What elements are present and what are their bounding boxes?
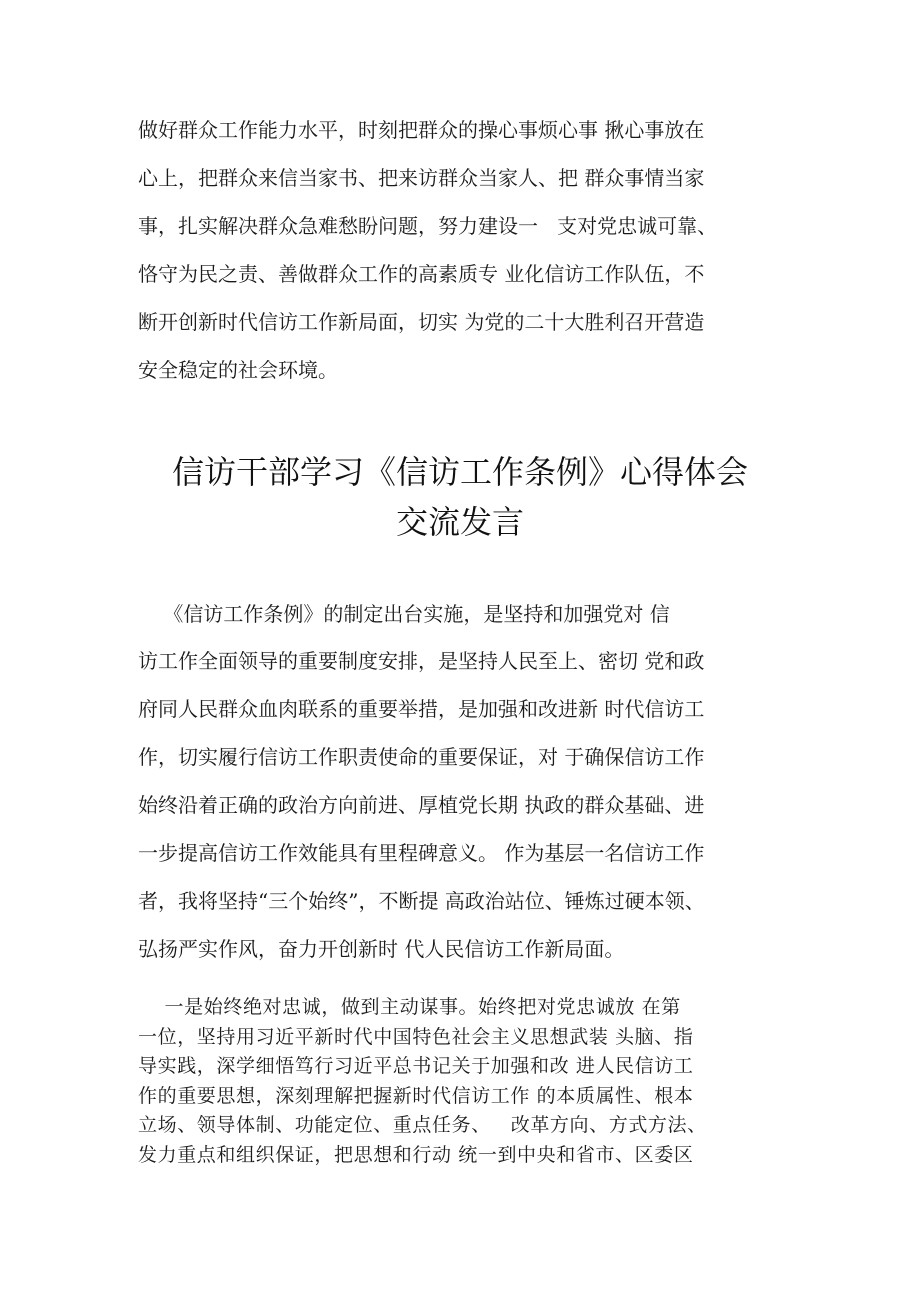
body-line: 作，切实履行信访工作职责使命的重要保证，对 于确保信访工作 [138,745,705,769]
intro-line: 做好群众工作能力水平，时刻把群众的操心事烦心事 揪心事放在 [138,118,705,142]
body-line: 一步提高信访工作效能具有里程碑意义。 作为基层一名信访工作 [138,841,705,865]
title-line: 交流发言 [395,503,524,541]
point-line: 作的重要思想，深刻理解把握新时代信访工作 的本质属性、根本 [138,1085,694,1107]
intro-line: 断开创新时代信访工作新局面，切实 为党的二十大胜利召开营造 [138,310,705,334]
intro-line: 恪守为民之责、善做群众工作的高素质专 业化信访工作队伍，不 [138,262,705,286]
body-line: 访工作全面领导的重要制度安排，是坚持人民至上、密切 党和政 [138,649,705,673]
body-line: 弘扬严实作风，奋力开创新时 代人民信访工作新局面。 [138,937,625,961]
point-line: 一是始终绝对忠诚，做到主动谋事。始终把对党忠诚放 在第 [138,996,681,1018]
point-line: 导实践，深学细悟笃行习近平总书记关于加强和改 进人民信访工 [138,1055,694,1077]
body-line: 《信访工作条例》的制定出台实施，是坚持和加强党对 信 [138,602,670,626]
point-line: 一位，坚持用习近平新时代中国特色社会主义思想武装 头脑、指 [138,1026,694,1048]
point-line: 立场、领导体制、功能定位、重点任务、 改革方向、方式方法、 [138,1114,707,1136]
body-line: 者，我将坚持“三个始终”，不断提 高政治站位、锤炼过硬本领、 [138,889,705,913]
point-line: 发力重点和组织保证，把思想和行动 统一到中央和省市、区委区 [138,1144,694,1166]
title-line: 信访干部学习《信访工作条例》心得体会 [171,453,748,491]
body-line: 府同人民群众血肉联系的重要举措，是加强和改进新 时代信访工 [138,697,705,721]
intro-line: 心上，把群众来信当家书、把来访群众当家人、把 群众事情当家 [138,166,705,190]
intro-line: 安全稳定的社会环境。 [138,358,338,382]
body-line: 始终沿着正确的政治方向前进、厚植党长期 执政的群众基础、进 [138,793,705,817]
intro-line: 事，扎实解决群众急难愁盼问题，努力建设一 支对党忠诚可靠、 [138,214,718,238]
